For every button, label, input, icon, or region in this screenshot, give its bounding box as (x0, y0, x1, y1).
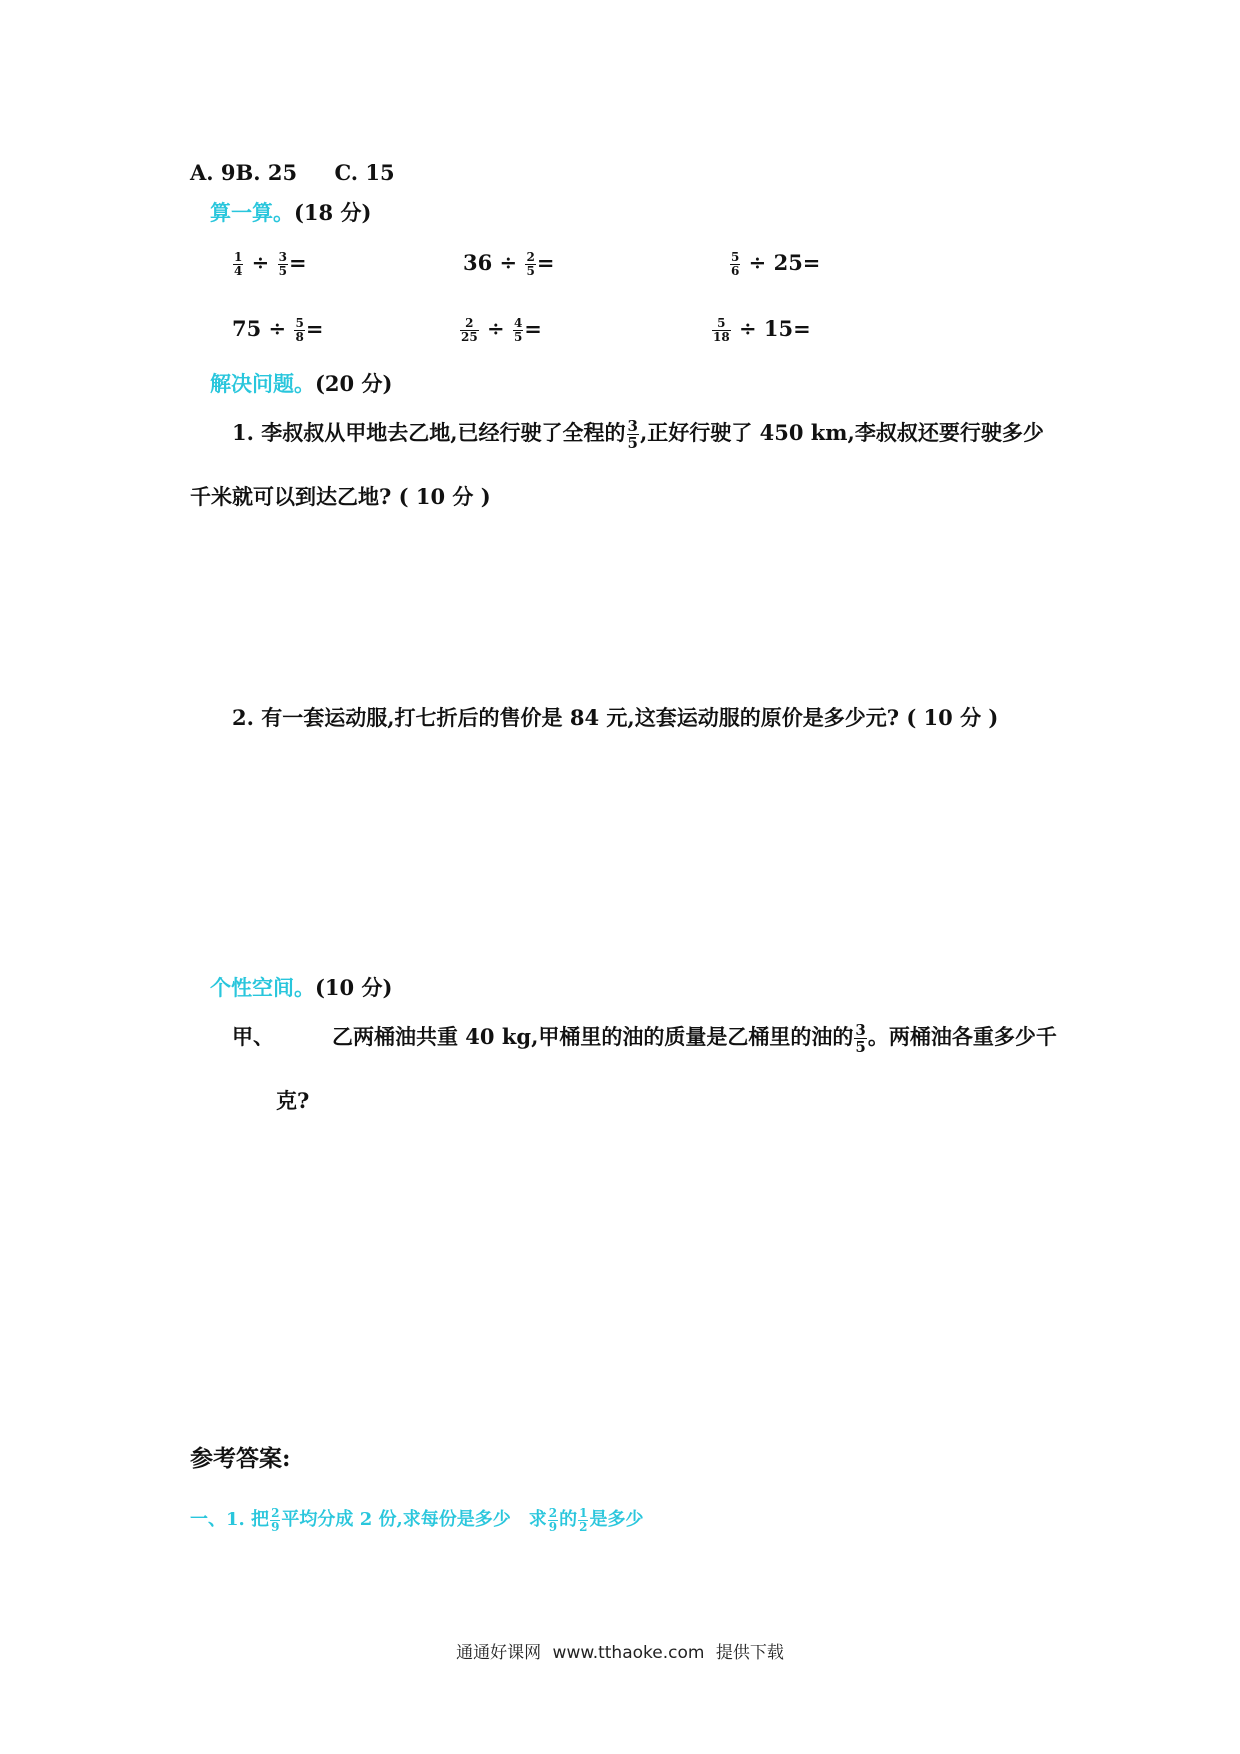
solve-heading (210, 369, 392, 399)
question-1-line-1: 1. 李叔叔从甲地去乙地,已经行驶了全程的 $\frac{3}{5}$ ,正好行驶了 450 km,李叔叔还要行驶多少 (232, 417, 1044, 452)
calc-item-3: $\frac{5}{6}$ ÷ 25= (731, 250, 821, 278)
choice-a: A. 9 (190, 160, 236, 185)
calc-score: (18 分) (294, 200, 372, 225)
calc-title: 算一算。 (210, 200, 294, 225)
fraction: $\frac{1}{4}$ (234, 250, 243, 278)
calc-item-5: $\frac{2}{25}$ ÷ $\frac{4}{5}$ = (461, 316, 542, 344)
fraction: $\frac{2}{9}$ (271, 1505, 280, 1534)
fraction: $\frac{5}{18}$ (713, 316, 730, 344)
fraction: $\frac{1}{2}$ (579, 1505, 588, 1534)
calc-item-6: $\frac{5}{18}$ ÷ 15= (713, 316, 811, 344)
question-2: 2. 有一套运动服,打七折后的售价是 84 元,这套运动服的原价是多少元? ( 10 分 ) (232, 705, 999, 730)
footer-url[interactable]: www.tthaoke.com (552, 1643, 705, 1663)
calc-heading (210, 198, 371, 228)
fraction: $\frac{2}{9}$ (548, 1505, 558, 1534)
question-1-line-2: 千米就可以到达乙地? ( 10 分 ) (190, 484, 491, 509)
solve-score: (20 分) (315, 371, 393, 396)
fraction: $\frac{3}{5}$ (278, 250, 287, 278)
page-footer (0, 1638, 1240, 1663)
personal-title: 个性空间。 (210, 975, 315, 1000)
personal-question-line-2: 克? (276, 1088, 310, 1113)
personal-heading (210, 973, 392, 1003)
personal-score: (10 分) (315, 975, 393, 1000)
fraction: $\frac{2}{5}$ (526, 250, 535, 278)
choices-line (190, 158, 395, 188)
calc-item-1: $\frac{1}{4}$ ÷ $\frac{3}{5}$ = (234, 250, 307, 278)
answer-1: 一、1. 把 $\frac{2}{9}$ 平均分成 2 份,求每份是多少 求 $\frac{2}{9}$ 的 $\frac{1}{2}$ 是多少 (190, 1505, 644, 1534)
fraction: $\frac{3}{5}$ (855, 1021, 866, 1056)
footer-site-name: 通通好课网 (456, 1643, 542, 1663)
choice-b: B. 25 (235, 160, 298, 185)
fraction: $\frac{4}{5}$ (513, 316, 523, 344)
answers-title: 参考答案: (190, 1445, 291, 1472)
personal-question-line-1: 甲、 乙两桶油共重 40 kg,甲桶里的油的质量是乙桶里的油的 $\frac{3}{5}$ 。两桶油各重多少千 (232, 1021, 1057, 1056)
fraction: $\frac{5}{8}$ (295, 316, 304, 344)
calc-item-2: 36 ÷ $\frac{2}{5}$ = (463, 250, 555, 278)
footer-suffix: 提供下载 (715, 1643, 784, 1663)
fraction: $\frac{5}{6}$ (731, 250, 740, 278)
fraction: $\frac{3}{5}$ (627, 417, 638, 452)
solve-title: 解决问题。 (210, 371, 315, 396)
fraction: $\frac{2}{25}$ (461, 316, 478, 344)
choice-c: C. 15 (334, 160, 395, 185)
calc-item-4: 75 ÷ $\frac{5}{8}$ = (232, 316, 324, 344)
